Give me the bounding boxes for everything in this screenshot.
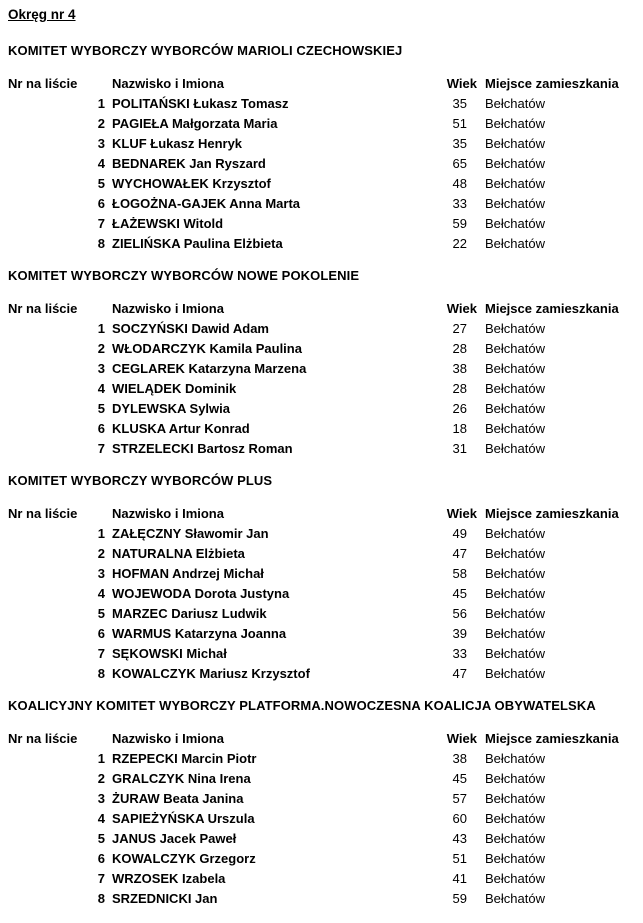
candidate-row xyxy=(8,769,635,789)
candidate-list-number: 3 xyxy=(97,136,105,151)
candidate-row xyxy=(8,399,635,419)
column-header-age: Wiek xyxy=(446,76,477,91)
candidate-residence: Bełchatów xyxy=(485,831,545,846)
candidate-residence: Bełchatów xyxy=(485,421,545,436)
candidate-row xyxy=(8,749,635,769)
candidate-residence: Bełchatów xyxy=(485,176,545,191)
candidate-age: 58 xyxy=(452,566,467,581)
candidate-row xyxy=(8,544,635,564)
candidate-age: 51 xyxy=(452,851,467,866)
candidate-list-number: 6 xyxy=(97,851,105,866)
candidate-row xyxy=(8,604,635,624)
candidate-age: 22 xyxy=(452,236,467,251)
committee-section xyxy=(8,268,635,459)
candidate-row xyxy=(8,379,635,399)
candidate-row xyxy=(8,849,635,869)
candidate-age: 38 xyxy=(452,361,467,376)
candidate-name: SAPIEŻYŃSKA Urszula xyxy=(112,811,255,826)
candidate-age: 18 xyxy=(452,421,467,436)
candidate-name: DYLEWSKA Sylwia xyxy=(112,401,230,416)
candidate-residence: Bełchatów xyxy=(485,341,545,356)
candidate-age: 35 xyxy=(452,96,467,111)
candidate-residence: Bełchatów xyxy=(485,851,545,866)
candidate-list-number: 5 xyxy=(97,401,105,416)
candidate-name: KOWALCZYK Grzegorz xyxy=(112,851,256,866)
candidate-residence: Bełchatów xyxy=(485,196,545,211)
candidate-name: GRALCZYK Nina Irena xyxy=(112,771,251,786)
column-header-name: Nazwisko i Imiona xyxy=(112,506,224,521)
candidate-row xyxy=(8,419,635,439)
candidate-residence: Bełchatów xyxy=(485,626,545,641)
candidate-rows xyxy=(8,94,635,254)
candidate-row xyxy=(8,789,635,809)
candidate-row xyxy=(8,664,635,684)
candidate-list-number: 7 xyxy=(97,216,105,231)
candidate-residence: Bełchatów xyxy=(485,136,545,151)
candidate-row xyxy=(8,889,635,909)
candidate-residence: Bełchatów xyxy=(485,236,545,251)
column-header-residence: Miejsce zamieszkania xyxy=(485,731,619,746)
candidate-residence: Bełchatów xyxy=(485,751,545,766)
candidate-name: PAGIEŁA Małgorzata Maria xyxy=(112,116,278,131)
candidate-residence: Bełchatów xyxy=(485,646,545,661)
candidate-list-number: 3 xyxy=(97,361,105,376)
candidate-row xyxy=(8,809,635,829)
committee-name: KOMITET WYBORCZY WYBORCÓW PLUS xyxy=(8,473,273,488)
candidate-name: CEGLAREK Katarzyna Marzena xyxy=(112,361,307,376)
candidate-residence: Bełchatów xyxy=(485,586,545,601)
candidate-age: 33 xyxy=(452,196,467,211)
candidate-name: WYCHOWAŁEK Krzysztof xyxy=(112,176,271,191)
candidate-age: 47 xyxy=(452,546,467,561)
candidate-row xyxy=(8,94,635,114)
candidate-residence: Bełchatów xyxy=(485,96,545,111)
candidate-list-number: 7 xyxy=(97,871,105,886)
candidate-rows xyxy=(8,524,635,684)
district-title: Okręg nr 4 xyxy=(8,7,76,22)
column-header-list-number: Nr na liście xyxy=(8,731,78,746)
candidate-age: 49 xyxy=(452,526,467,541)
candidate-row xyxy=(8,319,635,339)
candidate-row xyxy=(8,564,635,584)
candidate-age: 28 xyxy=(452,341,467,356)
candidate-age: 47 xyxy=(452,666,467,681)
candidate-list-number: 4 xyxy=(97,586,105,601)
candidate-row xyxy=(8,869,635,889)
candidate-list-number: 5 xyxy=(97,176,105,191)
candidate-list-number: 3 xyxy=(97,791,105,806)
committee-section xyxy=(8,698,635,909)
candidate-row xyxy=(8,624,635,644)
candidate-list-number: 1 xyxy=(97,321,105,336)
candidate-residence: Bełchatów xyxy=(485,321,545,336)
candidate-name: HOFMAN Andrzej Michał xyxy=(112,566,264,581)
candidate-row xyxy=(8,174,635,194)
column-header-residence: Miejsce zamieszkania xyxy=(485,506,619,521)
table-header-row xyxy=(8,504,635,524)
candidate-list-number: 5 xyxy=(97,831,105,846)
candidate-row xyxy=(8,214,635,234)
candidate-residence: Bełchatów xyxy=(485,401,545,416)
candidate-list-number: 6 xyxy=(97,196,105,211)
candidate-residence: Bełchatów xyxy=(485,811,545,826)
candidate-name: WŁODARCZYK Kamila Paulina xyxy=(112,341,302,356)
column-header-name: Nazwisko i Imiona xyxy=(112,301,224,316)
candidate-row xyxy=(8,644,635,664)
candidate-residence: Bełchatów xyxy=(485,546,545,561)
candidate-row xyxy=(8,584,635,604)
column-header-residence: Miejsce zamieszkania xyxy=(485,301,619,316)
candidate-name: WOJEWODA Dorota Justyna xyxy=(112,586,290,601)
candidate-name: WIELĄDEK Dominik xyxy=(112,381,237,396)
candidate-list-number: 4 xyxy=(97,811,105,826)
candidate-row xyxy=(8,114,635,134)
candidate-list-number: 4 xyxy=(97,156,105,171)
committee-list xyxy=(8,43,635,909)
candidate-residence: Bełchatów xyxy=(485,526,545,541)
candidate-name: ŻURAW Beata Janina xyxy=(112,791,244,806)
candidate-residence: Bełchatów xyxy=(485,891,545,906)
committee-name: KOALICYJNY KOMITET WYBORCZY PLATFORMA.NOWOCZESNA KOALICJA OBYWATELSKA xyxy=(8,698,596,713)
candidate-name: SOCZYŃSKI Dawid Adam xyxy=(112,321,269,336)
candidate-age: 41 xyxy=(452,871,467,886)
candidate-name: JANUS Jacek Paweł xyxy=(112,831,237,846)
candidate-list-number: 2 xyxy=(97,771,105,786)
candidate-residence: Bełchatów xyxy=(485,361,545,376)
candidate-row xyxy=(8,439,635,459)
candidate-list-number: 6 xyxy=(97,626,105,641)
column-header-age: Wiek xyxy=(446,506,477,521)
candidate-name: KLUSKA Artur Konrad xyxy=(112,421,250,436)
candidate-list-number: 2 xyxy=(97,546,105,561)
candidate-row xyxy=(8,829,635,849)
column-header-age: Wiek xyxy=(446,301,477,316)
candidate-list-number: 2 xyxy=(97,116,105,131)
candidate-list-number: 3 xyxy=(97,566,105,581)
committee-name: KOMITET WYBORCZY WYBORCÓW MARIOLI CZECHOWSKIEJ xyxy=(8,43,403,58)
candidate-list-number: 4 xyxy=(97,381,105,396)
candidate-list-number: 1 xyxy=(97,96,105,111)
candidate-name: NATURALNA Elżbieta xyxy=(112,546,245,561)
candidate-name: BEDNAREK Jan Ryszard xyxy=(112,156,266,171)
candidate-age: 59 xyxy=(452,891,467,906)
column-header-name: Nazwisko i Imiona xyxy=(112,731,224,746)
candidate-name: KLUF Łukasz Henryk xyxy=(112,136,243,151)
candidate-row xyxy=(8,234,635,254)
candidate-name: STRZELECKI Bartosz Roman xyxy=(112,441,293,456)
candidate-residence: Bełchatów xyxy=(485,566,545,581)
candidate-row xyxy=(8,339,635,359)
candidate-name: SĘKOWSKI Michał xyxy=(112,646,227,661)
candidate-name: WARMUS Katarzyna Joanna xyxy=(112,626,287,641)
table-header-row xyxy=(8,299,635,319)
candidate-name: SRZEDNICKI Jan xyxy=(112,891,218,906)
candidate-list-number: 8 xyxy=(97,891,105,906)
candidate-age: 39 xyxy=(452,626,467,641)
candidate-age: 45 xyxy=(452,586,467,601)
candidate-age: 26 xyxy=(452,401,467,416)
candidate-residence: Bełchatów xyxy=(485,871,545,886)
candidate-age: 31 xyxy=(452,441,467,456)
column-header-residence: Miejsce zamieszkania xyxy=(485,76,619,91)
candidate-row xyxy=(8,524,635,544)
candidate-age: 48 xyxy=(452,176,467,191)
candidate-name: RZEPECKI Marcin Piotr xyxy=(112,751,257,766)
candidate-residence: Bełchatów xyxy=(485,381,545,396)
candidate-name: ZIELIŃSKA Paulina Elżbieta xyxy=(112,236,283,251)
candidate-residence: Bełchatów xyxy=(485,791,545,806)
candidate-row xyxy=(8,154,635,174)
candidate-residence: Bełchatów xyxy=(485,771,545,786)
candidate-list-number: 5 xyxy=(97,606,105,621)
candidate-name: WRZOSEK Izabela xyxy=(112,871,226,886)
candidate-residence: Bełchatów xyxy=(485,666,545,681)
candidate-row xyxy=(8,194,635,214)
candidate-age: 43 xyxy=(452,831,467,846)
candidate-name: KOWALCZYK Mariusz Krzysztof xyxy=(112,666,310,681)
candidate-name: ŁAŻEWSKI Witold xyxy=(112,216,224,231)
candidate-age: 60 xyxy=(452,811,467,826)
table-header-row xyxy=(8,74,635,94)
candidate-list-number: 8 xyxy=(97,236,105,251)
candidate-age: 38 xyxy=(452,751,467,766)
column-header-age: Wiek xyxy=(446,731,477,746)
candidate-list-number: 7 xyxy=(97,646,105,661)
committee-section xyxy=(8,43,635,254)
candidate-list-number: 7 xyxy=(97,441,105,456)
candidate-residence: Bełchatów xyxy=(485,156,545,171)
candidate-list-number: 6 xyxy=(97,421,105,436)
candidate-residence: Bełchatów xyxy=(485,116,545,131)
column-header-name: Nazwisko i Imiona xyxy=(112,76,224,91)
candidate-name: ŁOGOŻNA-GAJEK Anna Marta xyxy=(112,196,301,211)
candidate-rows xyxy=(8,319,635,459)
candidate-row xyxy=(8,359,635,379)
candidate-age: 51 xyxy=(452,116,467,131)
candidate-residence: Bełchatów xyxy=(485,606,545,621)
candidate-age: 28 xyxy=(452,381,467,396)
candidate-age: 27 xyxy=(452,321,467,336)
candidate-age: 35 xyxy=(452,136,467,151)
column-header-list-number: Nr na liście xyxy=(8,506,78,521)
candidate-residence: Bełchatów xyxy=(485,216,545,231)
candidate-age: 45 xyxy=(452,771,467,786)
candidate-residence: Bełchatów xyxy=(485,441,545,456)
candidate-age: 33 xyxy=(452,646,467,661)
column-header-list-number: Nr na liście xyxy=(8,301,78,316)
candidate-row xyxy=(8,134,635,154)
candidate-age: 65 xyxy=(452,156,467,171)
committee-section xyxy=(8,473,635,684)
candidate-list-number: 1 xyxy=(97,526,105,541)
candidate-name: ZAŁĘCZNY Sławomir Jan xyxy=(112,526,269,541)
column-header-list-number: Nr na liście xyxy=(8,76,78,91)
candidate-list-number: 8 xyxy=(97,666,105,681)
candidate-age: 57 xyxy=(452,791,467,806)
candidate-age: 56 xyxy=(452,606,467,621)
candidate-age: 59 xyxy=(452,216,467,231)
candidate-name: MARZEC Dariusz Ludwik xyxy=(112,606,267,621)
committee-name: KOMITET WYBORCZY WYBORCÓW NOWE POKOLENIE xyxy=(8,268,360,283)
candidate-list-number: 1 xyxy=(97,751,105,766)
candidate-rows xyxy=(8,749,635,909)
candidate-name: POLITAŃSKI Łukasz Tomasz xyxy=(112,96,289,111)
table-header-row xyxy=(8,729,635,749)
candidate-list-number: 2 xyxy=(97,341,105,356)
